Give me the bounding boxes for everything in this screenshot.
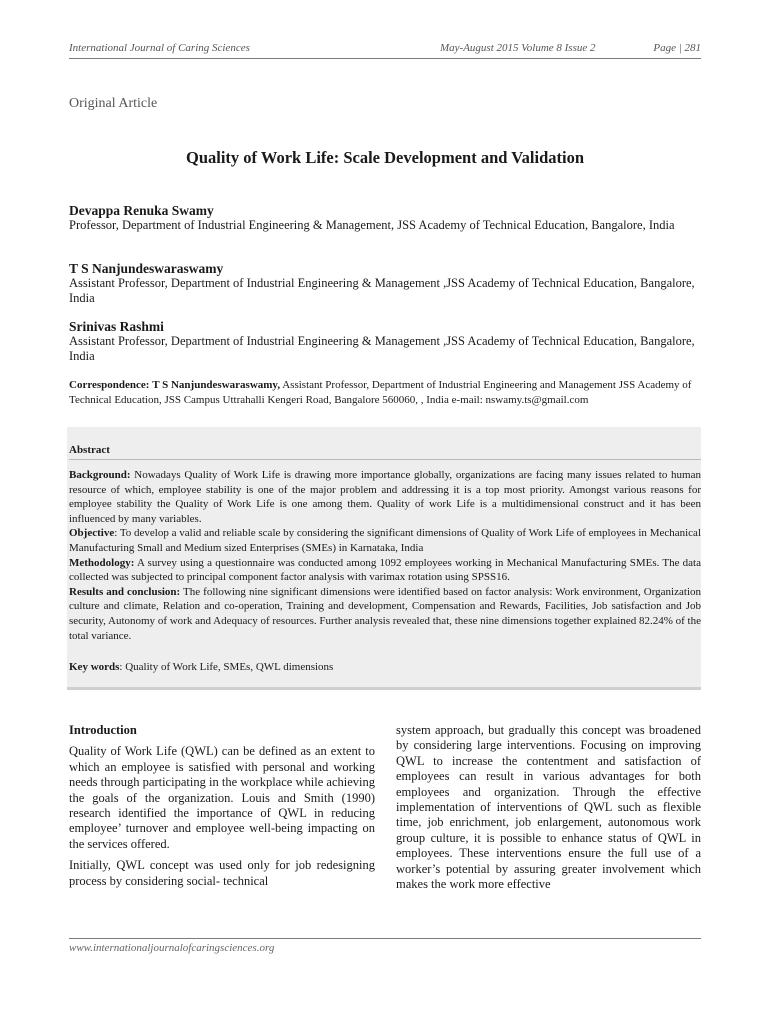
left-column [69, 723, 375, 895]
header-divider [69, 58, 701, 59]
objective-label: Objective [69, 527, 115, 540]
issue-info: May-August 2015 Volume 8 Issue 2 [440, 42, 596, 54]
abstract-body [69, 468, 701, 643]
journal-name: International Journal of Caring Sciences [69, 42, 250, 54]
author-affiliation: Assistant Professor, Department of Industrial Engineering & Management ,JSS Academy of Technical Education, Bangalore, India [69, 276, 695, 305]
introduction-heading: Introduction [69, 723, 137, 737]
author-name: Devappa Renuka Swamy [69, 203, 214, 218]
footer-divider [69, 938, 701, 939]
keywords-label: Key words [69, 661, 120, 673]
author-name: Srinivas Rashmi [69, 319, 164, 334]
body-paragraph: system approach, but gradually this concept was broadened by considering large interventions. Focusing on improving QWL to increase the contentment and satisfaction of employees can result in various advantages for both employees and organization. Through the effective implementation of interventions of QWL such as flexible time, job enrichment, job enlargement, autonomous work group culture, it is possible to enhance status of QWL in employees. These interventions ensure the full use of a worker’s potential by assuring greater involvement which makes the work more effective [396, 723, 701, 892]
author-affiliation: Assistant Professor, Department of Industrial Engineering & Management ,JSS Academy of Technical Education, Bangalore, India [69, 334, 695, 363]
article-title: Quality of Work Life: Scale Development and Validation [185, 148, 584, 167]
correspondence [69, 378, 701, 408]
abstract-background [69, 468, 701, 526]
keywords [69, 661, 701, 673]
correspondence-text: Assistant Professor, Department of Industrial Engineering and Management JSS Academy of Technical Education, JSS Campus Uttrahalli Kengeri Road, Bangalore 560060, , India e-mail: nswamy.ts@gmail.com [69, 379, 692, 406]
author-name: T S Nanjundeswaraswamy [69, 261, 224, 276]
abstract-heading: Abstract [69, 444, 110, 456]
objective-text: : To develop a valid and reliable scale by considering the significant dimensions of Quality of Work Life of employees in Mechanical Manufacturing Small and Medium sized Enterprises (SMEs) in Karnataka, India [69, 527, 701, 554]
right-column [396, 723, 701, 898]
keywords-text: : Quality of Work Life, SMEs, QWL dimensions [119, 661, 334, 673]
abstract-results [69, 585, 701, 643]
background-text: Nowadays Quality of Work Life is drawing more importance globally, organizations are facing many issues related to human resource of which, employee stability is one of the major problem and addressing it is a top most priority. Amongst various reasons for employee stability the Quality of Work Life is one among them. Quality of work Life is a multidimensional construct and it has been influenced by many variables. [69, 469, 701, 525]
methodology-text: A survey using a questionnaire was conducted among 1092 employees working in Mechanical Manufacturing SMEs. The data collected was subjected to principal component factor analysis with varimax rotation using SPSS16. [69, 556, 701, 584]
abstract-objective [69, 526, 701, 555]
abstract-methodology [69, 556, 701, 585]
abstract-divider [69, 459, 701, 460]
abstract-bottom-rule [67, 687, 701, 690]
article-type: Original Article [69, 96, 158, 111]
body-paragraph: Initially, QWL concept was used only for job redesigning process by considering social- technical [69, 858, 375, 888]
footer-url: www.internationaljournalofcaringsciences.org [69, 942, 275, 954]
running-header [69, 42, 701, 58]
methodology-label: Methodology: [69, 556, 135, 569]
results-text: The following nine significant dimensions were identified based on factor analysis: Work environment, Organization culture and climate, Relation and co-operation, Training and development, Compensation and Rewards, Facilities, Job satisfaction and Job security, Autonomy of work and Adequacy of resources. Further analysis revealed that, these nine dimensions together explained 82.24% of the total variance. [69, 585, 701, 642]
body-paragraph: Quality of Work Life (QWL) can be defined as an extent to which an employee is satisfied with personal and working needs through participating in the workplace while achieving the goals of the organization. Louis and Smith (1990) research identified the importance of QWL in reducing employee’ turnover and employee well-being impacting on the services offered. [69, 744, 375, 851]
author-affiliation: Professor, Department of Industrial Engineering & Management, JSS Academy of Technical Education, Bangalore, India [69, 218, 675, 232]
correspondence-label: Correspondence: [69, 379, 150, 391]
correspondence-name: T S Nanjundeswaraswamy, [152, 379, 281, 391]
results-label: Results and conclusion: [69, 585, 181, 598]
page-number: Page | 281 [653, 42, 701, 54]
background-label: Background: [69, 469, 131, 481]
